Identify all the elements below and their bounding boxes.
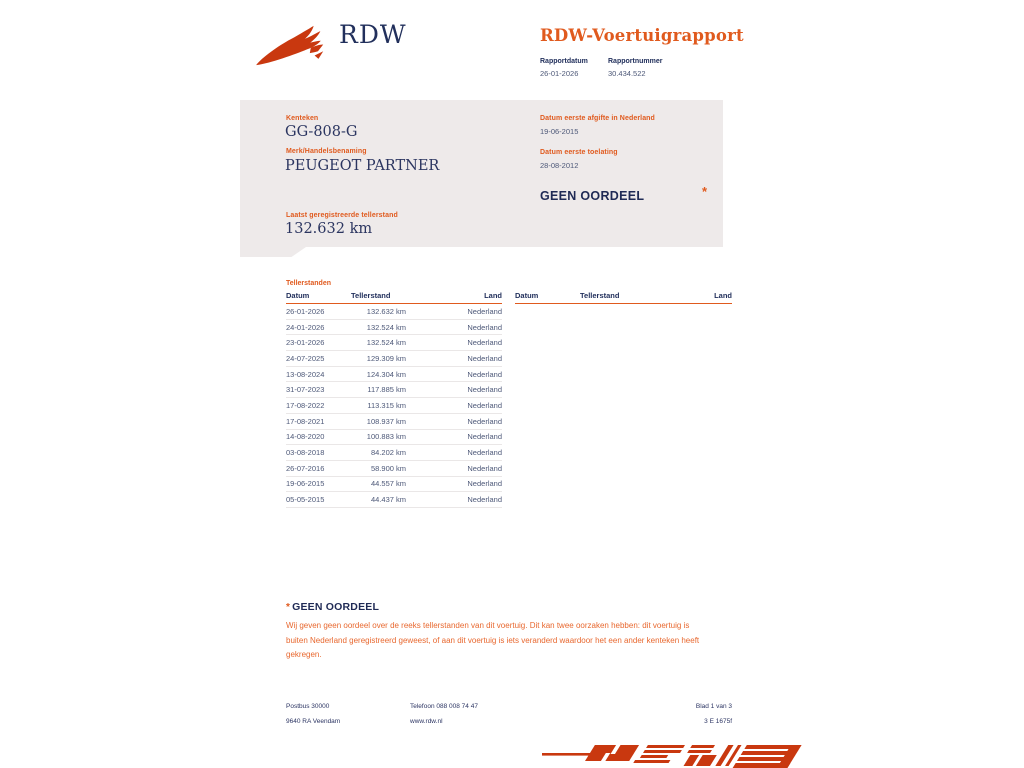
table-row — [286, 320, 502, 336]
cell-stand: 117.885 km — [367, 385, 406, 395]
kenteken-value: GG-808-G — [285, 124, 358, 140]
merk-label: Merk/Handelsbenaming — [286, 148, 367, 155]
report-number-label: Rapportnummer — [608, 58, 663, 65]
report-date-block — [540, 58, 608, 78]
col-land: Land — [714, 291, 732, 300]
footer-phone: Telefoon 088 008 74 47 — [410, 703, 478, 710]
summary-box-corner-tab — [240, 247, 306, 257]
report-date-label: Rapportdatum — [540, 58, 588, 65]
cell-stand: 124.304 km — [366, 369, 406, 379]
table-row — [286, 430, 502, 446]
cell-stand: 58.900 km — [370, 463, 406, 473]
cell-datum: 03-08-2018 — [286, 448, 325, 458]
cell-stand: 113.315 km — [367, 400, 406, 410]
table-header — [515, 291, 732, 304]
tellerstanden-section — [286, 280, 732, 508]
cell-stand: 44.557 km — [370, 479, 406, 489]
table-row — [286, 477, 502, 493]
report-number-block — [608, 58, 662, 78]
cell-land: Nederland — [467, 416, 502, 426]
page-title: RDW-Voertuigrapport — [540, 26, 744, 45]
table-body — [286, 304, 502, 508]
footer-city: 9640 RA Veendam — [286, 718, 341, 725]
footnote-title: GEEN OORDEEL — [292, 601, 380, 613]
cell-stand: 100.883 km — [366, 432, 406, 442]
cell-datum: 24-01-2026 — [286, 322, 325, 332]
cell-land: Nederland — [467, 306, 502, 316]
table-row — [286, 351, 502, 367]
cell-stand: 132.524 km — [366, 338, 406, 348]
table-row — [286, 304, 502, 320]
cell-datum: 17-08-2021 — [286, 416, 325, 426]
col-datum: Datum — [286, 291, 310, 300]
cell-stand: 84.202 km — [370, 448, 406, 458]
page-footer — [286, 699, 732, 729]
footer-website: www.rdw.nl — [410, 718, 443, 725]
table-row — [286, 445, 502, 461]
afgifte-label: Datum eerste afgifte in Nederland — [540, 115, 655, 122]
cell-stand: 132.632 km — [366, 306, 406, 316]
report-date-value: 26-01-2026 — [540, 69, 579, 78]
cell-datum: 13-08-2024 — [286, 369, 325, 379]
cell-stand: 108.937 km — [366, 416, 406, 426]
table-row — [286, 461, 502, 477]
toelating-label: Datum eerste toelating — [540, 149, 618, 156]
footnote-asterisk: * — [286, 602, 291, 613]
cell-land: Nederland — [467, 463, 502, 473]
cell-land: Nederland — [467, 448, 502, 458]
table-row — [286, 414, 502, 430]
cell-datum: 24-07-2025 — [286, 353, 325, 363]
cell-datum: 17-08-2022 — [286, 400, 325, 410]
oordeel-asterisk: * — [702, 184, 708, 199]
cell-stand: 44.437 km — [370, 495, 406, 505]
cell-land: Nederland — [467, 400, 502, 410]
vehicle-summary-box — [240, 100, 723, 247]
cell-datum: 19-06-2015 — [286, 479, 325, 489]
table-row — [286, 492, 502, 508]
footer-paging — [696, 699, 732, 729]
cell-land: Nederland — [467, 432, 502, 442]
cell-land: Nederland — [467, 385, 502, 395]
col-tellerstand: Tellerstand — [580, 291, 620, 300]
afgifte-value: 19-06-2015 — [540, 127, 579, 136]
cell-land: Nederland — [467, 369, 502, 379]
footer-page-number: Blad 1 van 3 — [695, 703, 732, 710]
footer-form-code: 3 E 1675f — [704, 718, 732, 725]
cell-datum: 26-07-2016 — [286, 463, 325, 473]
cell-datum: 23-01-2026 — [286, 338, 325, 348]
footer-postbus: Postbus 30000 — [286, 703, 330, 710]
table-row — [286, 398, 502, 414]
col-land: Land — [484, 291, 502, 300]
cell-land: Nederland — [467, 479, 502, 489]
tellerstanden-table-left — [286, 291, 502, 508]
cell-datum: 05-05-2015 — [286, 495, 325, 505]
cell-land: Nederland — [467, 338, 502, 348]
logo-wordmark: RDW — [339, 20, 407, 49]
cell-datum: 14-08-2020 — [286, 432, 325, 442]
speed-stripes-graphic — [542, 742, 807, 768]
footnote-section — [286, 601, 716, 663]
footer-address — [286, 699, 410, 729]
cell-land: Nederland — [467, 495, 502, 505]
report-header — [540, 26, 744, 78]
table-row — [286, 367, 502, 383]
col-tellerstand: Tellerstand — [351, 291, 391, 300]
kenteken-label: Kenteken — [286, 115, 319, 122]
cell-land: Nederland — [467, 353, 502, 363]
tellerstand-label: Laatst geregistreerde tellerstand — [286, 212, 398, 219]
table-row — [286, 382, 502, 398]
col-datum: Datum — [515, 291, 539, 300]
table-row — [286, 335, 502, 351]
table-header — [286, 291, 502, 304]
toelating-value: 28-08-2012 — [540, 161, 579, 170]
cell-datum: 31-07-2023 — [286, 385, 325, 395]
tellerstand-value: 132.632 km — [285, 221, 373, 237]
footnote-text: Wij geven geen oordeel over de reeks tellerstanden van dit voertuig. Dit kan twee oorzaken hebben: dit voertuig is buiten Nederland geregistreerd geweest, of aan dit voertuig is iets veranderd waardoor het een ander kenteken heeft gekregen. — [286, 621, 700, 659]
footnote-heading — [286, 601, 716, 613]
oordeel-status: GEEN OORDEEL — [540, 189, 645, 203]
tellerstanden-table-right — [515, 291, 732, 508]
footer-contact — [410, 699, 696, 729]
rdw-logo — [253, 22, 407, 68]
rdw-feather-icon — [253, 22, 335, 68]
cell-land: Nederland — [467, 322, 502, 332]
report-number-value: 30.434.522 — [608, 69, 646, 78]
cell-stand: 132.524 km — [366, 322, 406, 332]
cell-stand: 129.309 km — [366, 353, 406, 363]
tellerstanden-heading: Tellerstanden — [286, 280, 331, 287]
cell-datum: 26-01-2026 — [286, 306, 325, 316]
merk-value: PEUGEOT PARTNER — [285, 158, 440, 174]
